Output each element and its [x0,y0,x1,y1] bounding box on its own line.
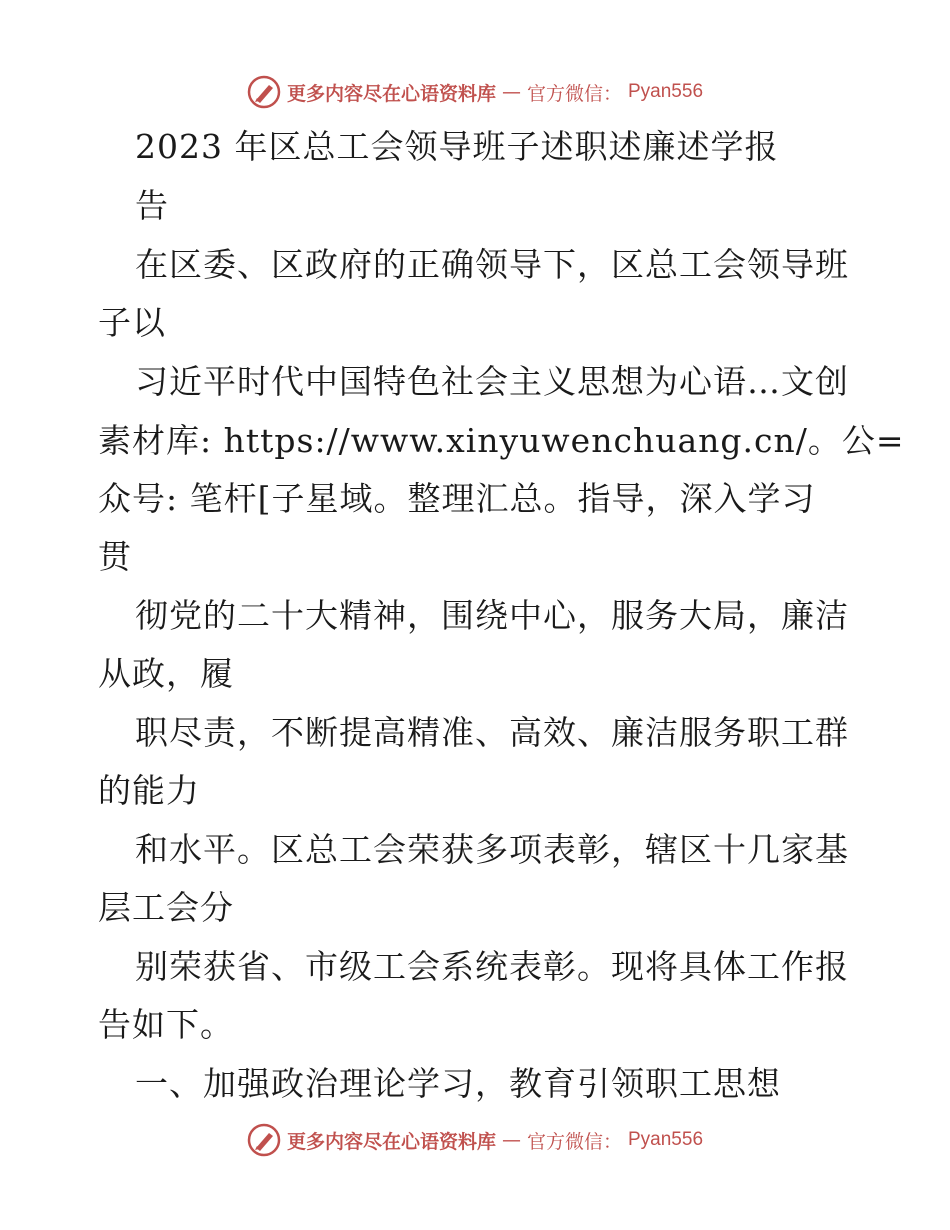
paragraph-line: 子以 [98,303,166,342]
paragraph-line: 贯 [98,537,132,576]
paragraph-line: 素材库: https://www.xinyuwenchuang.cn/。公= [98,421,905,460]
pen-logo-icon [247,75,281,109]
watermark-official-label: 官方微信： [526,1130,622,1153]
document-title-line-1: 2023 年区总工会领导班子述职述廉述学报 [135,127,779,166]
paragraph-line: 的能力 [98,771,200,810]
paragraph-line: 从政，履 [98,654,234,693]
header-watermark [0,72,950,112]
section-heading: 一、加强政治理论学习，教育引领职工思想 [135,1064,781,1103]
watermark-official-label: 官方微信： [526,82,622,105]
watermark-dash: — [501,81,521,103]
paragraph-line: 别荣获省、市级工会系统表彰。现将具体工作报 [135,947,849,986]
paragraph-line: 层工会分 [98,888,234,927]
pen-logo-icon [247,1123,281,1157]
paragraph-line: 和水平。区总工会荣获多项表彰，辖区十几家基 [135,830,849,869]
watermark-wechat-id: Pyan556 [628,81,704,102]
watermark-slogan: 更多内容尽在心语资料库 [286,1130,496,1153]
watermark-wechat-id: Pyan556 [628,1129,704,1150]
paragraph-line: 在区委、区政府的正确领导下，区总工会领导班 [135,245,849,284]
paragraph-line: 彻党的二十大精神，围绕中心，服务大局，廉洁 [135,596,849,635]
paragraph-line: 告如下。 [98,1005,234,1044]
paragraph-line: 习近平时代中国特色社会主义思想为心语…文创 [135,362,849,401]
paragraph-line: 众号: 笔杆[子星域。整理汇总。指导，深入学习 [98,479,816,518]
document-title-line-2: 告 [135,186,169,225]
watermark-slogan: 更多内容尽在心语资料库 [286,82,496,105]
watermark-dash: — [501,1129,521,1151]
footer-watermark [0,1120,950,1160]
paragraph-line: 职尽责，不断提高精准、高效、廉洁服务职工群 [135,713,849,752]
